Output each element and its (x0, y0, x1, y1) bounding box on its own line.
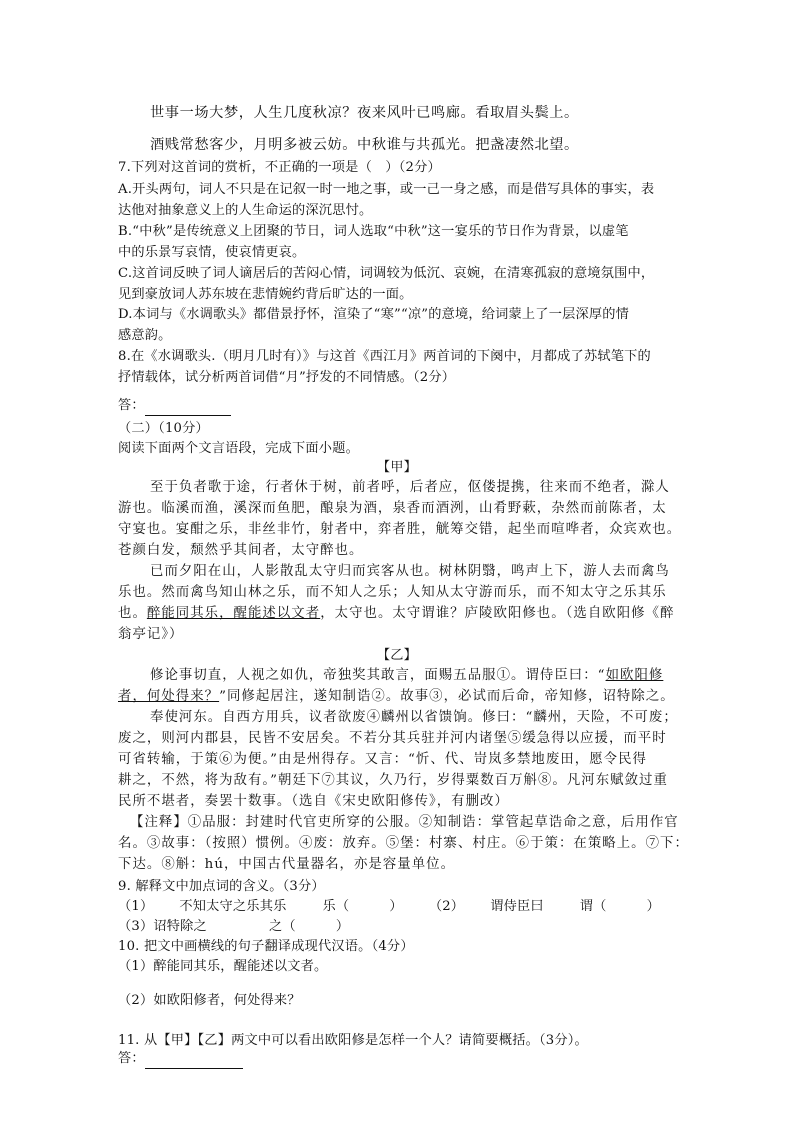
q11-answer-blank[interactable] (145, 1055, 243, 1069)
q9-item-3-text: 诏特除之 (153, 919, 207, 934)
q10-stem: 10. 把文中画横线的句子翻译成现代汉语。（4分） (118, 939, 414, 954)
passage-jia-line-1: 至于负者歌于途，行者休于树，前者呼，后者应，伛偻提携，往来而不绝者，滁人 (150, 480, 670, 495)
q9-item-2-num: （2） (428, 899, 465, 914)
underlined-sentence-2b: 者，何处得来？ (118, 689, 220, 704)
passage-yi-line-2-post: ”同修起居注，遂知制诰②。故事③，必试而后命，帝知修，诏特除之。 (219, 689, 675, 704)
q7-option-d-line2: 感意韵。 (118, 328, 172, 343)
q7-option-a-line2: 达他对抽象意义上的人生命运的深沉思忖。 (118, 203, 373, 218)
passage-jia-label: 【甲】 (376, 460, 418, 475)
passage-yi-line-1-pre: 修论事切直，人视之如仇，帝独奖其敢言，面赐五品服①。谓侍臣曰：“ (150, 668, 606, 683)
poem-line-1: 世事一场大梦，人生几度秋凉？夜来风叶已鸣廊。看取眉头鬓上。 (150, 105, 579, 121)
passage-yi-line-5: 可省转输，于策⑥为便。”由是州得存。又言：“忻、代、岢岚多禁地废田，愿令民得 (118, 752, 647, 767)
underlined-sentence-1: 醉能同其乐，醒能述以文者 (146, 606, 321, 621)
passage-yi-line-3: 奉使河东。自西方用兵，议者欲废④麟州以省馈饷。修曰：“麟州，天险，不可废； (150, 710, 678, 725)
annotation-line-3: 下达。⑧斛：hú，中国古代量器名，亦是容量单位。 (118, 857, 456, 872)
q11-answer (118, 1049, 678, 1069)
q7-option-d-line1: D.本词与《水调歌头》都借景抒怀，渲染了“寒”“凉”的意境，给词蒙上了一层深厚的情 (118, 307, 630, 322)
passage-yi-line-6: 耕之，不然，将为敌有。”朝廷下⑦其议，久乃行，岁得粟数百万斛⑧。凡河东赋敛过重 (118, 773, 668, 788)
passage-jia-line-3: 守宴也。宴酣之乐，非丝非竹，射者中，弈者胜，觥筹交错，起坐而喧哗者，众宾欢也。 (118, 522, 682, 537)
section2-title: （二）（10分） (118, 421, 209, 436)
q7-option-a-line1: A.开头两句，词人不只是在记叙一时一地之事，或一己一身之感，而是借写具体的事实，表 (118, 182, 655, 197)
q7-option-c-line1: C.这首词反映了词人谪居后的苦闷心情，词调较为低沉、哀婉，在清寒孤寂的意境氛围中， (118, 266, 655, 281)
q11-answer-label: 答： (118, 1051, 145, 1066)
passage-jia-line-6: 乐也。然而禽鸟知山林之乐，而不知人之乐；人知从太守游而乐，而不知太守之乐其乐 (118, 585, 667, 600)
section2-instruction: 阅读下面两个文言语段，完成下面小题。 (118, 441, 359, 456)
q7-option-b-line1: B.“中秋”是传统意义上团聚的节日，词人选取“中秋”这一宴乐的节日作为背景，以虚笔 (118, 224, 629, 239)
q8-answer (118, 396, 678, 416)
passage-jia-line-7-post: ，太守也。太守谓谁？庐陵欧阳修也。（选自欧阳修《醉 (320, 606, 675, 621)
passage-jia-line-5: 已而夕阳在山，人影散乱太守归而宾客从也。树林阴翳，鸣声上下，游人去而禽鸟 (150, 564, 670, 579)
q9-item-1-blank[interactable]: 乐（ ） (322, 899, 403, 914)
q9-items-row-2 (118, 917, 678, 937)
q9-stem: 9. 解释文中加点词的含义。（3分） (118, 879, 325, 894)
q8-line-2: 抒情载体，试分析两首词借“月”抒发的不同情感。（2分） (118, 370, 456, 385)
q8-answer-blank[interactable] (145, 402, 231, 416)
q7-option-b-line2: 中的乐景写哀情，使哀情更哀。 (118, 245, 306, 260)
q9-items-row-1 (118, 897, 678, 917)
passage-yi-line-2 (118, 687, 678, 707)
q9-item-3-blank[interactable]: 之（ ） (268, 919, 350, 934)
passage-yi-label: 【乙】 (376, 648, 418, 663)
q10-sentence-1: （1）醉能同其乐，醒能述以文者。 (118, 959, 328, 974)
q9-item-1-text: 不知太守之乐其乐 (179, 899, 287, 914)
q9-item-1-num: （1） (118, 899, 154, 914)
passage-jia-line-4: 苍颜白发，颓然乎其间者，太守醉也。 (118, 543, 364, 558)
passage-yi-line-7: 民所不堪者，奏罢十数事。（选自《宋史欧阳修传》，有删改） (118, 794, 509, 809)
q10-sentence-2: （2）如欧阳修者，何处得来？ (118, 993, 301, 1008)
q9-item-2-blank[interactable]: 谓（ ） (579, 899, 661, 914)
poem-line-2: 酒贱常愁客少，月明多被云妨。中秋谁与共孤光。把盏凄然北望。 (150, 137, 579, 153)
passage-jia-line-7-pre: 也。 (118, 606, 147, 621)
passage-jia-line-7 (118, 604, 678, 624)
q7-option-c-line2: 见到豪放词人苏东坡在悲情婉约背后旷达的一面。 (118, 287, 413, 302)
annotation-line-1: 【注释】①品服：封建时代官吏所穿的公服。②知制诰：掌管起草诰命之意，后用作官 (130, 815, 679, 830)
q9-item-2-text: 谓侍臣曰 (490, 899, 544, 914)
q8-answer-label: 答： (118, 398, 145, 413)
q7-stem: 7.下列对这首词的赏析，不正确的一项是（ ）（2分） (118, 160, 441, 175)
q11-stem: 11. 从【甲】【乙】两文中可以看出欧阳修是怎样一个人？请简要概括。（3分）。 (118, 1033, 588, 1048)
passage-jia-line-8: 翁亭记》） (118, 627, 184, 642)
annotation-line-2: 名。③故事：（按照）惯例。④废：放弃。⑤堡：村寨、村庄。⑥于策：在策略上。⑦下： (118, 836, 689, 851)
q8-line-1: 8.在《水调歌头.（明月几时有）》与这首《西江月》两首词的下阕中，月都成了苏轼笔下的 (118, 349, 651, 364)
passage-yi-line-1 (150, 666, 710, 686)
passage-yi-line-4: 废之，则河内郡县，民皆不安居矣。不若分其兵驻并河内诸堡⑤缓急得以应援，而平时 (118, 731, 667, 746)
q9-item-3-num: （3） (118, 919, 154, 934)
passage-jia-line-2: 游也。临溪而渔，溪深而鱼肥，酿泉为酒，泉香而酒洌，山肴野蔌，杂然而前陈者，太 (118, 501, 667, 516)
underlined-sentence-2a: 如欧阳修 (605, 668, 664, 683)
